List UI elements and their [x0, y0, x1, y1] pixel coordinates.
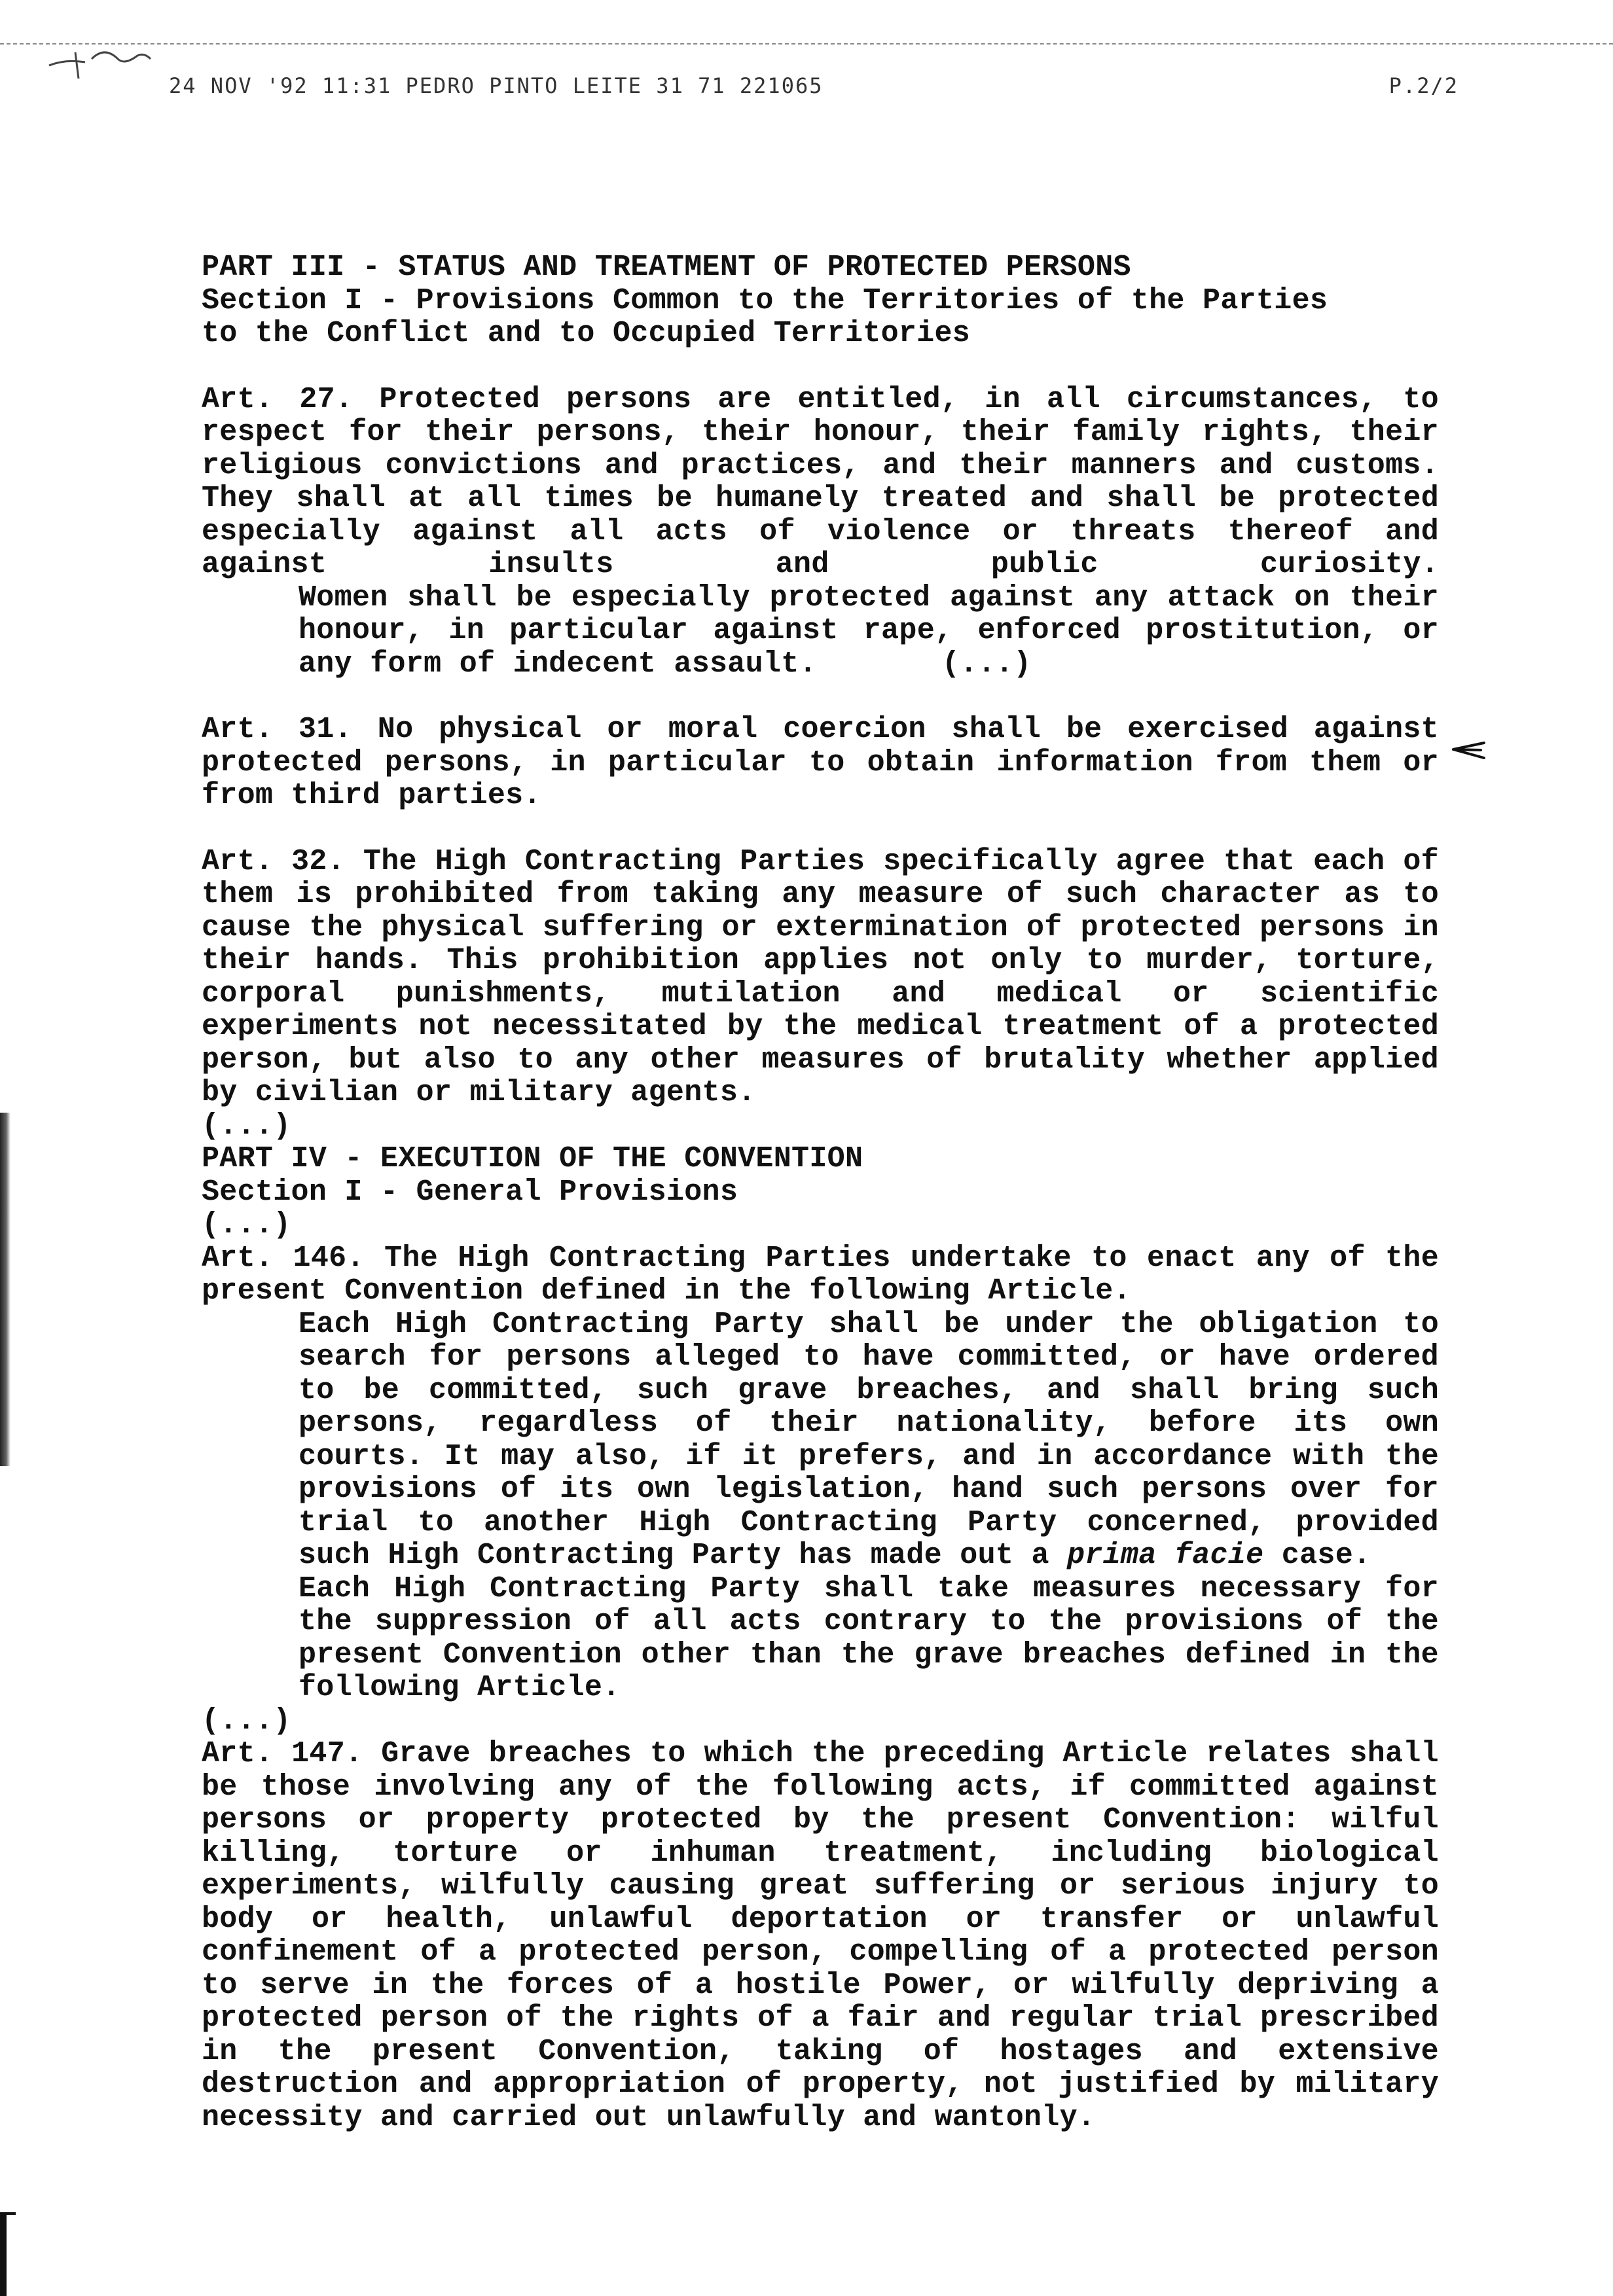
ellipsis-2: (...)	[202, 1208, 291, 1242]
article-146-p2-end: case.	[1281, 1539, 1371, 1572]
part-iv-title: PART IV - EXECUTION OF THE CONVENTION	[202, 1142, 863, 1175]
article-27-paragraph-1: Art. 27. Protected persons are entitled, in all circumstances, to respect for their persons, their honour, their family rights, their religious convictions and practices, and their manners and customs. They shall at all times be humanely treated and shall be protected especially against all acts of violence or threats thereof and against insults and public curiosity.	[202, 382, 1439, 581]
article-27-p2-text: Women shall be especially protected against any attack on their honour, in particular against rape, enforced prostitution, or any form of indecent assault.	[299, 581, 1439, 681]
left-arrow-icon	[1448, 733, 1487, 766]
document-body	[202, 251, 1439, 2134]
article-146-paragraph-2	[202, 1308, 1439, 1573]
fax-header	[169, 73, 1459, 98]
article-146-p2-text: Each High Contracting Party shall be under the obligation to search for persons alleged to have committed, or have ordered to be committed, such grave breaches, and shall bring such persons, regardless of their nationality, before its own courts. It may also, if it prefers, and in accordance with the provisions of its own legislation, hand such persons over for trial to another High Contracting Party concerned, provided such High Contracting Party has made out a	[299, 1307, 1439, 1572]
section-i-title-line1: Section I - Provisions Common to the Territories of the Parties	[202, 283, 1328, 317]
article-147: Art. 147. Grave breaches to which the preceding Article relates shall be those involving any of the following acts, if committed against persons or property protected by the present Convention: wilful killing, torture or inhuman treatment, including biological experiments, wilfully causing great suffering or serious injury to body or health, unlawful deportation or transfer or unlawful confinement of a protected person, compelling of a protected person to serve in the forces of a hostile Power, or wilfully depriving a protected person of the rights of a fair and regular trial prescribed in the present Convention, taking of hostages and extensive destruction and appropriation of property, not justified by military necessity and carried out unlawfully and wantonly.	[202, 1737, 1439, 2134]
article-31: Art. 31. No physical or moral coercion shall be exercised against protected persons, in particular to obtain information from them or from third parties.	[202, 713, 1439, 812]
fax-page-number: P.2/2	[1388, 73, 1459, 98]
article-146-p2-italic: prima facie	[1067, 1539, 1264, 1572]
article-146-paragraph-1: Art. 146. The High Contracting Parties undertake to enact any of the present Convention defined in the following Article.	[202, 1241, 1439, 1308]
article-27-paragraph-2	[202, 582, 1439, 681]
article-146-paragraph-3: Each High Contracting Party shall take measures necessary for the suppression of all acts contrary to the provisions of the present Convention other than the grave breaches defined in the following Article.	[299, 1571, 1439, 1704]
section-i-title-line2: to the Conflict and to Occupied Territories	[202, 317, 971, 350]
part-iii-title: PART III - STATUS AND TREATMENT OF PROTECTED PERSONS	[202, 251, 1131, 284]
fax-header-sender: 24 NOV '92 11:31 PEDRO PINTO LEITE 31 71 221065	[169, 73, 824, 98]
handwritten-mark	[46, 39, 157, 85]
ellipsis-3: (...)	[202, 1704, 291, 1738]
part-iv-section-title: Section I - General Provisions	[202, 1175, 738, 1209]
scan-edge-shadow	[0, 1113, 10, 1466]
ellipsis-1: (...)	[202, 1109, 291, 1143]
scan-corner-mark	[0, 2212, 16, 2296]
article-27-ellipsis: (...)	[941, 647, 1032, 681]
article-32: Art. 32. The High Contracting Parties specifically agree that each of them is prohibited from taking any measure of such character as to cause the physical suffering or extermination of protected persons in their hands. This prohibition applies not only to murder, torture, corporal punishments, mutilation and medical or scientific experiments not necessitated by the medical treatment of a protected person, but also to any other measures of brutality whether applied by civilian or military agents.	[202, 844, 1439, 1109]
scan-edge-line	[0, 43, 1613, 45]
